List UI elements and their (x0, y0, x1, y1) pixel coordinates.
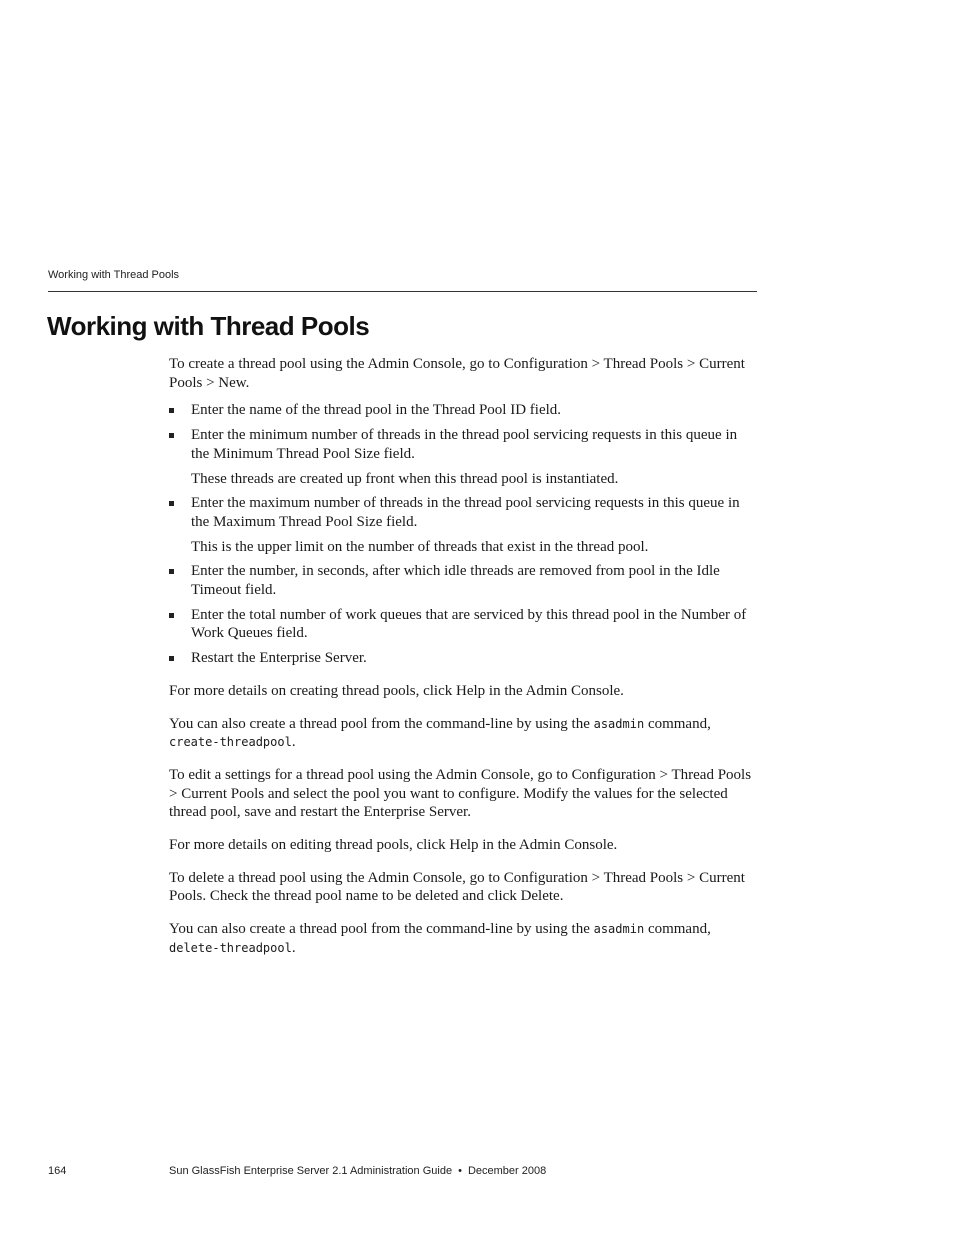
list-item-text: Enter the name of the thread pool in the Thread Pool ID field. (191, 402, 562, 419)
square-bullet-icon (169, 569, 174, 574)
running-header: Working with Thread Pools (48, 269, 180, 281)
square-bullet-icon (169, 613, 174, 618)
page-title: Working with Thread Pools (47, 311, 370, 341)
publication-date: December 2008 (467, 1165, 547, 1177)
cli-delete-paragraph (169, 920, 757, 957)
delete-paragraph: To delete a thread pool using the Admin Console, go to Configuration > Thread Pools > Current Pools. Check the thread pool name to be deleted and click Delete. (169, 869, 745, 905)
body-content (169, 355, 757, 958)
cli-delete-period: . (291, 939, 296, 956)
list-item-text: Enter the total number of work queues that are serviced by this thread pool in the Number of Work Queues field. (191, 606, 747, 642)
delete-threadpool-command: delete-threadpool (169, 940, 292, 955)
list-item-text: Enter the number, in seconds, after which idle threads are removed from pool in the Idle Timeout field. (191, 563, 720, 599)
footer-book-info (169, 1165, 546, 1177)
square-bullet-icon (169, 408, 174, 413)
asadmin-command: asadmin (593, 922, 645, 937)
cli-create-text-2: command, (644, 715, 711, 732)
page-number: 164 (48, 1165, 67, 1177)
square-bullet-icon (169, 501, 174, 506)
square-bullet-icon (169, 656, 174, 661)
list-item-note: This is the upper limit on the number of threads that exist in the thread pool. (191, 538, 649, 555)
list-item-text: Enter the maximum number of threads in the thread pool servicing requests in this queue in the Maximum Thread Pool Size field. (191, 495, 740, 530)
edit-paragraph: To edit a settings for a thread pool using the Admin Console, go to Configuration > Thread Pools > Current Pools and select the pool you want to configure. Modify the values for the selected thread pool, save and restart the Enterprise Server. (169, 766, 752, 821)
list-item (169, 494, 757, 556)
list-item (169, 649, 757, 668)
intro-paragraph: To create a thread pool using the Admin Console, go to Configuration > Thread Pools > Current Pools > New. (169, 356, 745, 391)
list-item (169, 401, 757, 420)
list-item (169, 426, 757, 488)
header-rule (48, 291, 757, 292)
help-edit-paragraph: For more details on editing thread pools, click Help in the Admin Console. (169, 837, 618, 854)
asadmin-command: asadmin (593, 716, 645, 731)
cli-delete-text: You can also create a thread pool from the command-line by using the (169, 921, 594, 938)
list-item-text: Restart the Enterprise Server. (191, 650, 367, 667)
cli-delete-text-2: command, (644, 921, 711, 938)
create-threadpool-command: create-threadpool (169, 735, 292, 750)
cli-create-text: You can also create a thread pool from the command-line by using the (169, 715, 594, 732)
help-create-paragraph: For more details on creating thread pools, click Help in the Admin Console. (169, 682, 624, 699)
square-bullet-icon (169, 433, 174, 438)
list-item (169, 606, 757, 643)
list-item (169, 562, 757, 599)
list-item-text: Enter the minimum number of threads in the thread pool servicing requests in this queue in the Minimum Thread Pool Size field. (191, 427, 738, 462)
steps-list (169, 401, 757, 667)
footer-separator: • (458, 1165, 462, 1177)
list-item-note: These threads are created up front when this thread pool is instantiated. (191, 470, 619, 487)
book-title: Sun GlassFish Enterprise Server 2.1 Administration Guide (169, 1165, 453, 1177)
cli-create-period: . (291, 734, 296, 751)
cli-create-paragraph (169, 715, 757, 752)
